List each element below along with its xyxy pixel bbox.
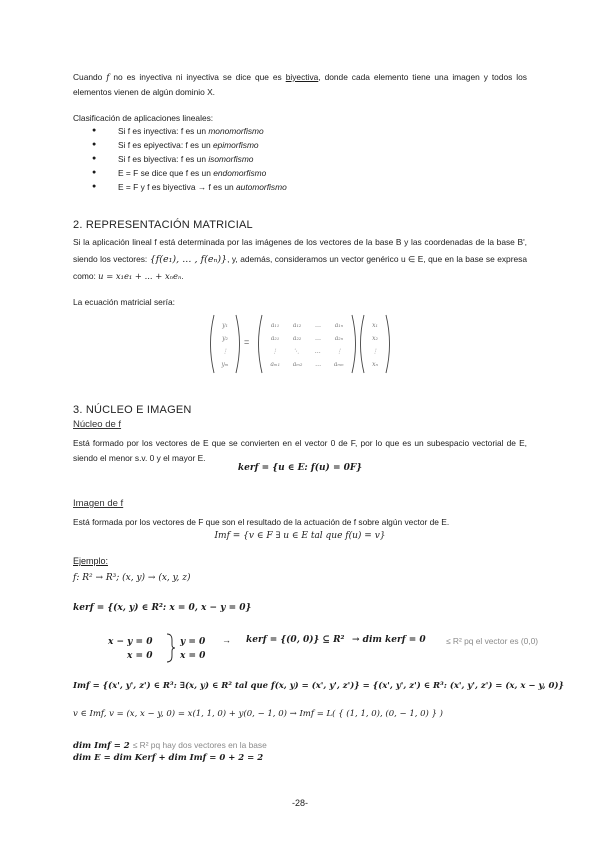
system-right: y = 0 x = 0 [180, 637, 206, 661]
imagen-paragraph: Está formada por los vectores de F que son el resultado de la actuación de f sobre algún vector de E. [73, 517, 450, 527]
matrix-intro: La ecuación matricial sería: [73, 297, 175, 307]
vector-y: y₁ y₂ ⋮ yₘ [221, 322, 229, 368]
imagen-formula: Imf = {v ∈ F ∃ u ∈ E tal que f(u) = v} [214, 531, 386, 541]
system-left: x − y = 0 x = 0 [108, 637, 153, 661]
system-brace [165, 633, 177, 663]
biyectiva-link: biyectiva [285, 72, 319, 82]
equals-sign: = [244, 337, 250, 347]
list-item: ● Si f es epiyectiva: f es un epimorfismo [73, 138, 287, 152]
ejemplo-image-span: v ∈ Imf, v = (x, x − y, 0) = x(1, 1, 0) + y(0, − 1, 0) → Imf = L( { (1, 1, 0), (0, − 1, 0) } ) [73, 709, 443, 719]
imagen-title: Imagen de f [73, 498, 124, 509]
ejemplo-dim-formula: dim E = dim Kerf + dim Imf = 0 + 2 = 2 [73, 753, 264, 763]
ejemplo-kernel: kerf = {(x, y) ∈ R²: x = 0, x − y = 0} [73, 603, 252, 613]
clasificacion-title: Clasificación de aplicaciones lineales: [73, 113, 214, 123]
intro-paragraph: Cuando f no es inyectiva ni inyectiva se dice que es biyectiva, donde cada elemento tiene una imagen y todos los elementos vienen de algún dominio X. [73, 72, 527, 97]
arrow-icon: → [222, 635, 231, 645]
page-number: -28- [291, 798, 308, 808]
nucleo-title: Núcleo de f [73, 419, 122, 430]
list-item: ● Si f es inyectiva: f es un monomorfismo [73, 124, 287, 138]
section-2-heading: 2. REPRESENTACIÓN MATRICIAL [73, 219, 253, 231]
matrix-equation [206, 313, 396, 375]
ejemplo-image-set: Imf = {(x', y', z') ∈ R³: ∃(x, y) ∈ R² tal que f(x, y) = (x', y', z')} = {(x', y', z') ∈ R³: (x', y', z') = (x, x − y, 0)} [73, 681, 564, 691]
ejemplo-dim-image: dim Imf = 2 ≤ R² pq hay dos vectores en la base [73, 740, 267, 751]
nucleo-paragraph: Está formado por los vectores de E que se convierten en el vector 0 de F, por lo que es un subespacio vectorial de E, siendo el menor s.v. 0 y el mayor E. [73, 438, 527, 463]
vector-x: x₁ x₂ ⋮ xₙ [372, 322, 378, 368]
ejemplo-function: f: R² → R³; (x, y) → (x, y, z) [73, 573, 191, 583]
ejemplo-title: Ejemplo: [73, 556, 109, 566]
dim-kernel-note: ≤ R² pq el vector es (0,0) [446, 636, 539, 646]
list-item: ● E = F y f es biyectiva → f es un automorfismo [73, 180, 287, 194]
nucleo-formula: kerf = {u ∈ E: f(u) = 0F} [237, 463, 363, 473]
system-kernel-result: kerf = {(0, 0)} ⊆ R² [246, 635, 345, 645]
matrix-a: a₁₁ a₁₂ … a₁ₙ a₂₁ a₂₂ … a₂ₙ ⋮ ⋱ … ⋮ aₘ₁ aₘ₂ … aₘₙ [270, 322, 344, 368]
dim-kernel: → dim kerf = 0 [352, 635, 426, 645]
section-2-paragraph: Si la aplicación lineal f está determinada por las imágenes de los vectores de la base B y las coordenadas de la base B', siendo los vectores: {f(e₁), ... , f(eₙ)}, y, además, consideramos un vector genérico u ∈ E, que en la base se expresa como: u = x₁e₁ + ... + xₙeₙ. [73, 237, 527, 281]
clasificacion-list [73, 124, 287, 194]
list-item: ● Si f es biyectiva: f es un isomorfismo [73, 152, 287, 166]
section-3-heading: 3. NÚCLEO E IMAGEN [73, 404, 192, 416]
list-item: ● E = F se dice que f es un endomorfismo [73, 166, 287, 180]
